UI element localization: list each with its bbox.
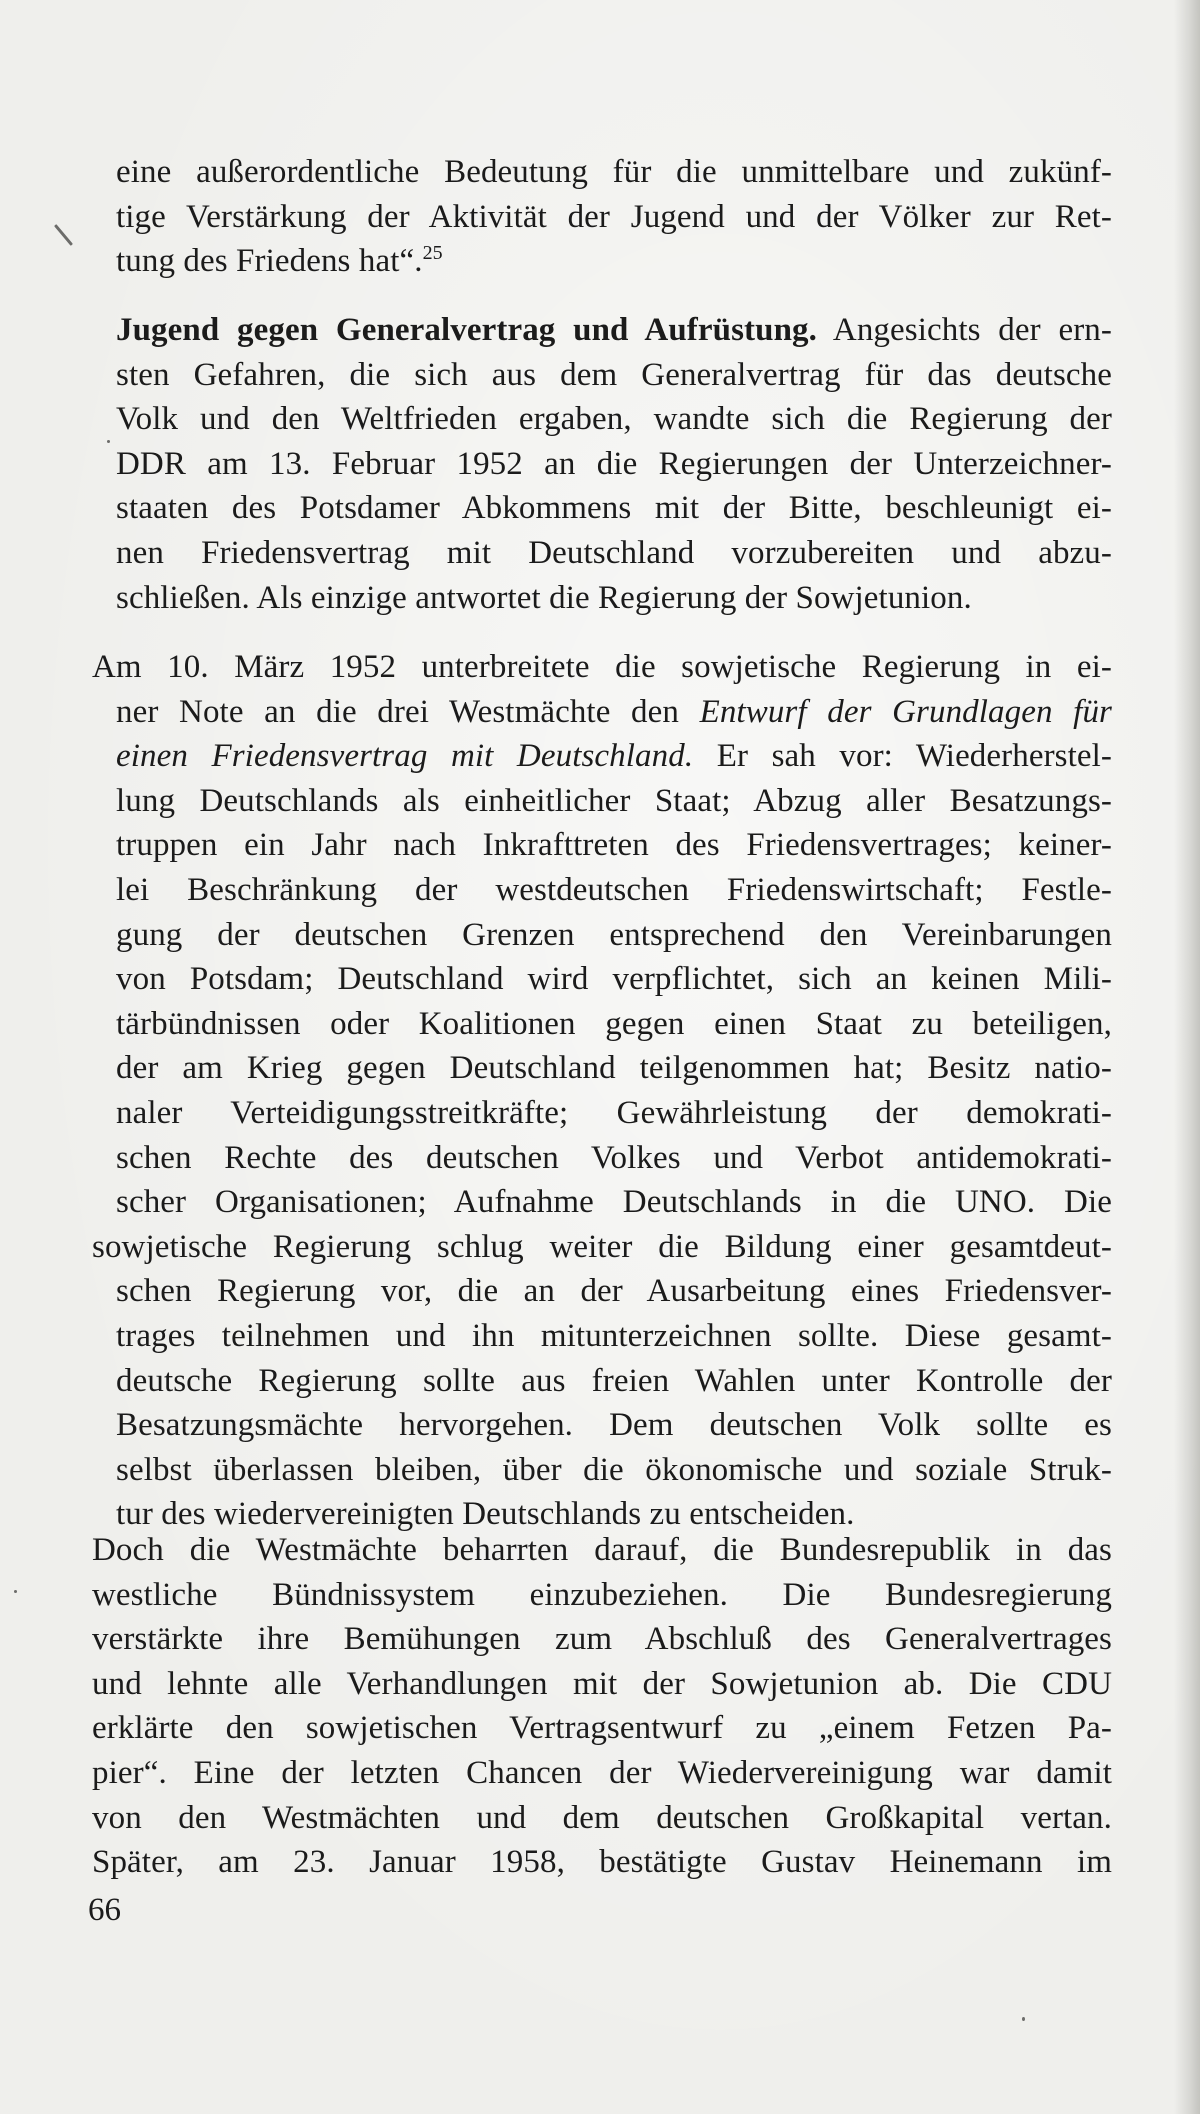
text-line: [92, 239, 1112, 284]
text-fragment: Angesichts der ern-: [816, 312, 1112, 348]
text-line: tärbündnissen oder Koalitionen gegen einen Staat zu beteiligen,: [116, 1005, 1112, 1042]
text-line: schen Rechte des deutschen Volkes und Verbot antidemokrati-: [116, 1139, 1112, 1176]
scan-speck: [14, 1590, 17, 1593]
text-line: von den Westmächten und dem deutschen Großkapital vertan.: [92, 1799, 1112, 1836]
paragraph-western-powers: [92, 1528, 1112, 1885]
italic-title-fragment: Entwurf der Grundlagen für: [699, 693, 1112, 730]
text-line: pier“. Eine der letzten Chancen der Wiedervereinigung war damit: [92, 1754, 1112, 1791]
text-line: sten Gefahren, die sich aus dem Generalvertrag für das deutsche: [116, 356, 1112, 393]
text-line: erklärte den sowjetischen Vertragsentwurf zu „einem Fetzen Pa-: [92, 1710, 1112, 1747]
text-line: staaten des Potsdamer Abkommens mit der Bitte, beschleunigt ei-: [116, 490, 1112, 527]
text-line: [92, 690, 1112, 735]
text-line: sowjetische Regierung schlug weiter die Bildung einer gesamtdeut-: [92, 1228, 1112, 1265]
text-line: westliche Bündnissystem einzubeziehen. Die Bundesregierung: [92, 1576, 1112, 1613]
scan-speck: [107, 440, 110, 443]
text-line: schen Regierung vor, die an der Ausarbeitung eines Friedensver-: [116, 1273, 1112, 1310]
text-line: verstärkte ihre Bemühungen zum Abschluß des Generalvertrages: [92, 1621, 1112, 1658]
text-line: trages teilnehmen und ihn mitunterzeichnen sollte. Diese gesamt-: [116, 1317, 1112, 1354]
text-line: [92, 308, 1112, 353]
italic-title-fragment: einen Friedensvertrag mit Deutschland.: [116, 738, 694, 775]
text-line: Am 10. März 1952 unterbreitete die sowjetische Regierung in ei-: [92, 649, 1112, 685]
text-line: eine außerordentliche Bedeutung für die unmittelbare und zukünf-: [116, 154, 1112, 190]
page-number: 66: [88, 1892, 121, 1928]
text-line: Später, am 23. Januar 1958, bestätigte Gustav Heinemann im: [92, 1844, 1112, 1881]
text-line: von Potsdam; Deutschland wird verpflichtet, sich an keinen Mili-: [116, 961, 1112, 998]
text-fragment: Er sah vor: Wiederherstel-: [693, 738, 1112, 775]
text-line: DDR am 13. Februar 1952 an die Regierungen der Unterzeichner-: [116, 445, 1112, 482]
text-fragment: ner Note an die drei Westmächte den: [116, 693, 700, 730]
paragraph-soviet-note: [92, 645, 1112, 1537]
text-line: naler Verteidigungsstreitkräfte; Gewährleistung der demokrati-: [116, 1094, 1112, 1131]
text-fragment: tung des Friedens hat“.: [116, 243, 423, 280]
text-line: lei Beschränkung der westdeutschen Friedenswirtschaft; Festle-: [116, 871, 1112, 908]
text-line: selbst überlassen bleiben, über die ökonomische und soziale Struk-: [116, 1451, 1112, 1488]
text-line: und lehnte alle Verhandlungen mit der Sowjetunion ab. Die CDU: [92, 1665, 1112, 1702]
page-edge-shadow: [1174, 0, 1200, 2114]
paragraph-youth-against-general-treaty: [92, 308, 1112, 620]
text-line: Volk und den Weltfrieden ergaben, wandte sich die Regierung der: [116, 401, 1112, 438]
text-line: truppen ein Jahr nach Inkrafttreten des Friedensvertrages; keiner-: [116, 827, 1112, 864]
text-line: nen Friedensvertrag mit Deutschland vorzubereiten und abzu-: [116, 534, 1112, 571]
text-line: tige Verstärkung der Aktivität der Jugend und der Völker zur Ret-: [116, 198, 1112, 235]
paragraph-continuation: [92, 150, 1112, 284]
text-line: Doch die Westmächte beharrten darauf, die Bundesrepublik in das: [92, 1532, 1112, 1568]
text-line: deutsche Regierung sollte aus freien Wahlen unter Kontrolle der: [116, 1362, 1112, 1399]
text-line: schließen. Als einzige antwortet die Regierung der Sowjetunion.: [116, 579, 972, 616]
text-line: der am Krieg gegen Deutschland teilgenommen hat; Besitz natio-: [116, 1050, 1112, 1087]
text-line: Besatzungsmächte hervorgehen. Dem deutschen Volk sollte es: [116, 1407, 1112, 1444]
text-line: [92, 734, 1112, 779]
text-line: gung der deutschen Grenzen entsprechend den Vereinbarungen: [116, 916, 1112, 953]
footnote-marker: 25: [422, 242, 443, 265]
text-line: scher Organisationen; Aufnahme Deutschlands in die UNO. Die: [116, 1184, 1112, 1221]
text-line: tur des wiedervereinigten Deutschlands zu entscheiden.: [116, 1496, 855, 1533]
section-heading: Jugend gegen Generalvertrag und Aufrüstung.: [116, 312, 817, 348]
text-line: lung Deutschlands als einheitlicher Staat; Abzug aller Besatzungs-: [116, 782, 1112, 819]
scan-mark: [54, 224, 73, 246]
scan-speck: [1022, 2017, 1025, 2021]
